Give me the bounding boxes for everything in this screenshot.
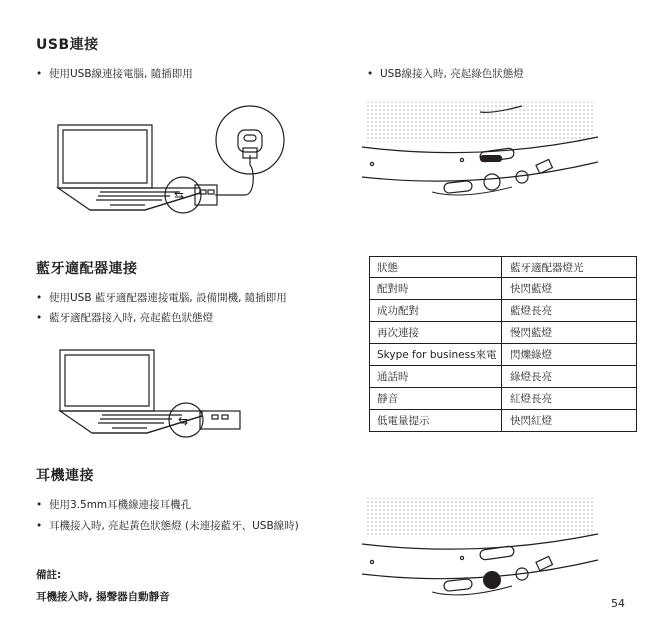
speaker-usb-light-illustration xyxy=(362,92,598,210)
table-row xyxy=(370,278,637,300)
table-cell-status: 靜音 xyxy=(370,388,502,410)
table-cell-light: 慢閃藍燈 xyxy=(502,322,637,344)
status-light-table xyxy=(369,256,637,432)
table-cell-status: 通話時 xyxy=(370,366,502,388)
table-cell-light: 快閃藍燈 xyxy=(502,278,637,300)
table-row xyxy=(370,300,637,322)
table-header-row xyxy=(370,257,637,278)
bluetooth-bullet-1: • 使用USB 藍牙適配器連接電腦, 設備開機, 隨插即用 xyxy=(36,290,287,305)
headset-section-title: 耳機連接 xyxy=(36,468,94,484)
table-row xyxy=(370,410,637,432)
table-cell-status: 低電量提示 xyxy=(370,410,502,432)
headset-bullet-2: • 耳機接入時, 亮起黃色狀態燈 (未連接藍牙、USB線時) xyxy=(36,518,299,533)
table-row xyxy=(370,344,637,366)
table-row xyxy=(370,366,637,388)
usb-icon: ⇆ xyxy=(178,414,189,428)
table-cell-light: 閃爍綠燈 xyxy=(502,344,637,366)
bluetooth-bullet-2: • 藍牙適配器接入時, 亮起藍色狀態燈 xyxy=(36,310,213,325)
table-cell-light: 快閃紅燈 xyxy=(502,410,637,432)
laptop-usb-illustration xyxy=(50,110,290,220)
laptop-screen-illustration xyxy=(58,125,152,188)
table-cell-light: 紅燈長亮 xyxy=(502,388,637,410)
usb-cable-illustration xyxy=(215,155,253,195)
headset-bullet-1: • 使用3.5mm耳機線連接耳機孔 xyxy=(36,497,191,512)
table-cell-light: 藍燈長亮 xyxy=(502,300,637,322)
headset-jack-light xyxy=(483,571,501,589)
note-title: 備註: xyxy=(36,569,62,581)
usb-section-title: USB連接 xyxy=(36,37,99,53)
bluetooth-section-title: 藍牙適配器連接 xyxy=(36,261,138,277)
table-cell-status: Skype for business來電 xyxy=(370,344,502,366)
table-cell-light: 綠燈長亮 xyxy=(502,366,637,388)
table-row xyxy=(370,322,637,344)
table-header-status: 狀態 xyxy=(370,257,502,278)
table-header-light: 藍牙適配器燈光 xyxy=(502,257,637,278)
usb-icon: ⇆ xyxy=(174,188,185,202)
table-cell-status: 配對時 xyxy=(370,278,502,300)
usb-light-bullet: • USB線接入時, 亮起綠色狀態燈 xyxy=(367,66,524,81)
table-cell-status: 成功配對 xyxy=(370,300,502,322)
usb-bullet-1: • 使用USB線連接電腦, 隨插即用 xyxy=(36,66,193,81)
table-row xyxy=(370,388,637,410)
note-text: 耳機接入時, 揚聲器自動靜音 xyxy=(36,591,170,603)
page-number: 54 xyxy=(611,597,625,610)
table-cell-status: 再次連接 xyxy=(370,322,502,344)
speaker-headset-illustration xyxy=(362,492,598,604)
laptop-bluetooth-illustration xyxy=(52,345,252,440)
green-status-light xyxy=(480,155,502,162)
